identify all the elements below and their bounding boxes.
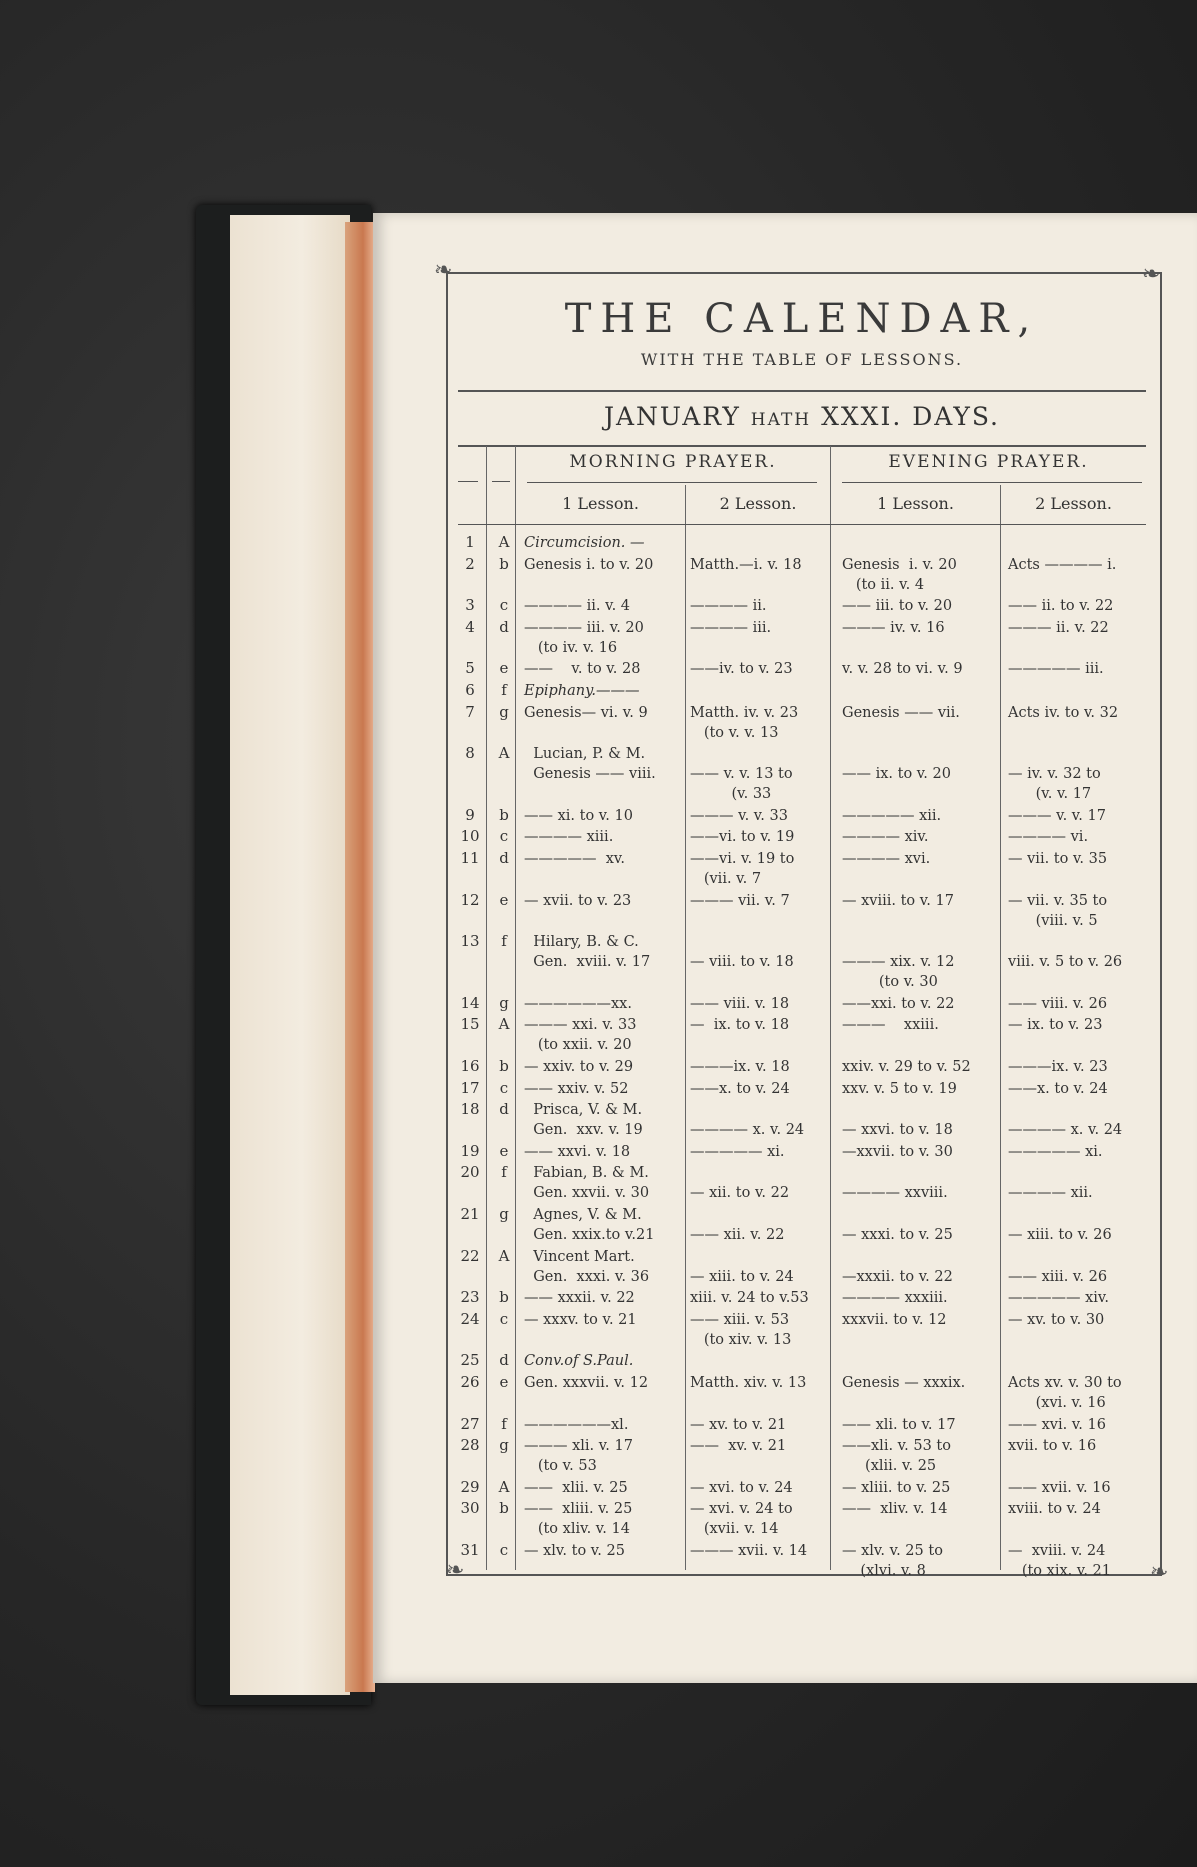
morning-second-lesson-cell: — xvi. v. 24 to (xvii. v. 14: [690, 1501, 793, 1538]
dominical-letter: e: [499, 1373, 509, 1391]
morning-first-lesson-cell: Prisca, V. & M. Gen. xxv. v. 19: [533, 1102, 643, 1139]
dominical-letter: c: [499, 596, 509, 615]
morning-second-lesson-cell: ———— iii.: [690, 619, 772, 636]
day-number: 30: [460, 1499, 480, 1518]
morning-first-lesson-cell: Fabian, B. & M. Gen. xxvii. v. 30: [533, 1165, 650, 1202]
morning-second-lesson-cell: ——x. to v. 24: [690, 1080, 790, 1097]
evening-first-lesson-cell: ——xxi. to v. 22: [842, 995, 955, 1012]
month-days: XXXI. DAYS.: [811, 402, 1001, 431]
month-hath: HATH: [750, 410, 812, 430]
ornament-bottom-left-icon: ❧: [446, 1558, 465, 1583]
morning-second-lesson-cell: —— xii. v. 22: [690, 1227, 785, 1243]
dominical-letter: f: [501, 1414, 507, 1433]
dominical-letter: c: [499, 1309, 509, 1328]
morning-first-lesson-cell: Agnes, V. & M. Gen. xxix.to v.21: [533, 1207, 655, 1243]
morning-second-lesson-cell: ——— v. v. 33: [690, 807, 788, 824]
dominical-letter: d: [499, 849, 509, 867]
divider: [458, 390, 1146, 392]
day-number: 16: [460, 1057, 480, 1075]
morning-first-lesson-cell: —— xxvi. v. 18: [524, 1143, 631, 1160]
day-number: 5: [465, 659, 475, 678]
morning-second-lesson-cell: ——— xvii. v. 14: [690, 1543, 808, 1559]
evening-second-lesson-cell: viii. v. 5 to v. 26: [1008, 954, 1123, 971]
evening-second-lesson-cell: — xv. to v. 30: [1008, 1311, 1105, 1328]
evening-first-lesson-cell: Genesis — xxxix.: [842, 1375, 966, 1391]
morning-first-lesson-cell: Lucian, P. & M. Genesis —— viii.: [533, 746, 656, 783]
day-number: 21: [460, 1205, 480, 1223]
evening-second-lesson-cell: xvii. to v. 16: [1008, 1438, 1097, 1455]
evening-first-lesson-cell: —xxvii. to v. 30: [842, 1143, 953, 1160]
morning-first-lesson-cell: —— xxiv. v. 52: [524, 1080, 629, 1097]
evening-second-lesson-cell: ————— xiv.: [1008, 1290, 1110, 1307]
day-number: 10: [460, 827, 480, 846]
morning-second-lesson-cell: ——vi. to v. 19: [690, 829, 795, 846]
morning-second-lesson-cell: xiii. v. 24 to v.53: [690, 1290, 809, 1307]
day-number: 1: [465, 533, 475, 551]
evening-first-lesson-cell: v. v. 28 to vi. v. 9: [842, 661, 963, 678]
evening-second-lesson-cell: — xviii. v. 24 (to xix. v. 21: [1008, 1543, 1112, 1579]
morning-second-lesson-cell: ——iv. to v. 23: [690, 661, 793, 678]
morning-first-lesson-cell: ——————xx.: [524, 995, 632, 1012]
evening-second-lesson-cell: ——x. to v. 24: [1008, 1080, 1108, 1097]
dominical-letter: e: [499, 659, 509, 678]
evening-first-lesson-cell: ——— xix. v. 12 (to v. 30: [842, 954, 955, 991]
morning-first-lesson-cell: Epiphany.———: [524, 683, 640, 699]
evening-second-lesson-cell: ——— ii. v. 22: [1008, 619, 1109, 636]
dominical-letter: g: [499, 1205, 509, 1223]
evening-second-lesson-cell: —— viii. v. 26: [1008, 995, 1108, 1012]
morning-first-lesson-cell: ——————xl.: [524, 1416, 629, 1433]
day-number: 22: [460, 1246, 480, 1265]
divider: [458, 524, 1146, 525]
column-rule: [486, 446, 487, 1570]
evening-first-lesson-cell: ——— xxiii.: [842, 1017, 939, 1034]
morning-second-lesson-cell: —— viii. v. 18: [690, 995, 790, 1012]
evening-first-lesson-cell: xxiv. v. 29 to v. 52: [842, 1059, 971, 1075]
evening-second-lesson-cell: — ix. to v. 23: [1008, 1017, 1103, 1034]
evening-first-lesson-cell: Genesis —— vii.: [842, 704, 960, 721]
column-rule: [830, 446, 831, 1570]
evening-first-lesson-cell: xxxvii. to v. 12: [842, 1311, 947, 1328]
column-rule: [685, 485, 686, 1570]
page-subtitle: WITH THE TABLE OF LESSONS.: [640, 350, 964, 369]
morning-first-lesson-cell: ——— xli. v. 17 (to v. 53: [524, 1438, 633, 1475]
morning-second-lesson-cell: — xiii. to v. 24: [690, 1268, 794, 1285]
dominical-letter: A: [498, 1246, 510, 1265]
evening-first-lesson-cell: ———— xxxiii.: [842, 1290, 948, 1307]
divider: [492, 481, 510, 482]
evening-second-lesson-cell: —— ii. to v. 22: [1008, 598, 1114, 615]
month-name: JANUARY: [603, 402, 751, 431]
morning-first-lesson-cell: —— xi. to v. 10: [524, 807, 633, 824]
morning-second-lesson-cell: ———— ii.: [690, 598, 767, 615]
morning-prayer-header: MORNING PRAYER.: [569, 452, 777, 472]
morning-first-lesson-cell: Circumcision. —: [524, 535, 645, 551]
month-heading: [446, 402, 1158, 431]
day-number: 8: [465, 744, 475, 763]
morning-first-lesson-cell: —— xlii. v. 25: [524, 1479, 628, 1496]
divider: [842, 482, 1142, 483]
dominical-letter: g: [499, 993, 509, 1012]
evening-second-lesson-cell: —— xvi. v. 16: [1008, 1416, 1106, 1433]
morning-second-lesson-cell: — ix. to v. 18: [690, 1017, 790, 1034]
morning-second-lesson-cell: ————— xi.: [690, 1143, 785, 1160]
divider: [458, 481, 478, 482]
day-number: 9: [465, 805, 475, 824]
morning-first-lesson-cell: Conv.of S.Paul.: [524, 1353, 634, 1370]
evening-second-lesson-cell: —— xiii. v. 26: [1008, 1268, 1108, 1285]
evening-first-lesson-cell: ——xli. v. 53 to (xlii. v. 25: [842, 1438, 951, 1475]
ornament-top-left-icon: ❧: [434, 258, 453, 283]
morning-first-lesson-cell: ———— ii. v. 4: [524, 598, 631, 615]
morning-first-lesson-cell: —— xxxii. v. 22: [524, 1290, 635, 1307]
dominical-letter: b: [499, 1499, 509, 1518]
column-rule: [1000, 485, 1001, 1570]
evening-second-lesson-cell: ———ix. v. 23: [1008, 1059, 1108, 1075]
day-number: 4: [465, 617, 475, 636]
dominical-letter: d: [499, 1100, 509, 1119]
morning-second-lesson-cell: ——vi. v. 19 to (vii. v. 7: [690, 851, 795, 887]
morning-second-lesson-cell: — viii. to v. 18: [690, 954, 794, 971]
morning-first-lesson-cell: Vincent Mart. Gen. xxxi. v. 36: [533, 1248, 650, 1285]
morning-second-lesson-cell: ———ix. v. 18: [690, 1059, 790, 1075]
morning-first-lesson-cell: ——— xxi. v. 33 (to xxii. v. 20: [524, 1017, 637, 1054]
evening-first-lesson-cell: —— iii. to v. 20: [842, 598, 953, 615]
evening-first-lesson-cell: ————— xii.: [842, 807, 942, 824]
dominical-letter: A: [498, 1477, 510, 1496]
dominical-letter: d: [499, 1351, 509, 1370]
morning-first-lesson-header: 1 Lesson.: [562, 494, 639, 513]
evening-first-lesson-cell: xxv. v. 5 to v. 19: [842, 1080, 957, 1097]
dominical-letter: f: [501, 932, 507, 951]
dominical-letter: A: [498, 1015, 510, 1034]
evening-second-lesson-cell: — vii. to v. 35: [1008, 851, 1108, 867]
day-number: 23: [460, 1288, 480, 1307]
evening-second-lesson-cell: Acts xv. v. 30 to (xvi. v. 16: [1008, 1375, 1122, 1411]
evening-first-lesson-cell: —— xli. to v. 17: [842, 1416, 956, 1433]
morning-second-lesson-cell: — xv. to v. 21: [690, 1416, 787, 1433]
evening-second-lesson-cell: xviii. to v. 24: [1008, 1501, 1101, 1518]
day-number: 29: [460, 1477, 480, 1496]
day-number: 3: [465, 596, 475, 615]
morning-second-lesson-cell: — xvi. to v. 24: [690, 1479, 793, 1496]
morning-second-lesson-cell: —— xiii. v. 53 (to xiv. v. 13: [690, 1311, 792, 1348]
evening-prayer-header: EVENING PRAYER.: [888, 452, 1089, 472]
evening-first-lesson-cell: —— xliv. v. 14: [842, 1501, 948, 1518]
morning-first-lesson-cell: ————— xv.: [524, 851, 625, 867]
dominical-letter: d: [499, 617, 509, 636]
day-number: 26: [460, 1373, 480, 1391]
divider: [458, 445, 1146, 447]
morning-first-lesson-cell: —— v. to v. 28: [524, 661, 641, 678]
dominical-letter: e: [499, 1141, 509, 1160]
dominical-letter: g: [499, 1436, 509, 1455]
day-number: 24: [460, 1309, 480, 1328]
dominical-letter: e: [499, 890, 509, 909]
day-number: 31: [460, 1541, 480, 1559]
page-edges: [345, 222, 375, 1692]
dominical-letter: A: [498, 533, 510, 551]
morning-first-lesson-cell: Hilary, B. & C. Gen. xviii. v. 17: [533, 934, 651, 971]
page-title: THE CALENDAR,: [564, 296, 1040, 342]
dominical-letter: c: [499, 827, 509, 846]
evening-first-lesson-cell: —— ix. to v. 20: [842, 766, 951, 783]
evening-second-lesson-cell: — iv. v. 32 to (v. v. 17: [1008, 766, 1101, 803]
dominical-letter: f: [501, 1163, 507, 1182]
evening-first-lesson-cell: — xliii. to v. 25: [842, 1479, 951, 1496]
day-number: 18: [460, 1100, 480, 1119]
day-number: 15: [460, 1015, 480, 1034]
morning-second-lesson-cell: ——— vii. v. 7: [690, 892, 790, 909]
dominical-letter: f: [501, 681, 507, 699]
evening-second-lesson-cell: — vii. v. 35 to (viii. v. 5: [1008, 892, 1108, 929]
evening-first-lesson-cell: — xlv. v. 25 to (xlvi. v. 8: [842, 1543, 943, 1579]
evening-second-lesson-cell: ———— vi.: [1008, 829, 1089, 846]
day-number: 19: [460, 1141, 480, 1160]
morning-first-lesson-cell: Gen. xxxvii. v. 12: [524, 1375, 649, 1391]
dominical-letter: b: [499, 554, 509, 573]
day-number: 7: [465, 702, 475, 721]
morning-first-lesson-cell: —— xliii. v. 25 (to xliv. v. 14: [524, 1501, 633, 1538]
dominical-letter: A: [498, 744, 510, 763]
evening-first-lesson-cell: —xxxii. to v. 22: [842, 1268, 953, 1285]
dominical-letter: g: [499, 702, 509, 721]
evening-first-lesson-cell: ———— xiv.: [842, 829, 929, 846]
book-endpaper: [230, 215, 350, 1695]
day-number: 2: [465, 554, 475, 573]
ornament-top-right-icon: ❧: [1142, 262, 1161, 287]
evening-first-lesson-cell: — xxvi. to v. 18: [842, 1122, 953, 1139]
morning-first-lesson-cell: — xlv. to v. 25: [524, 1543, 625, 1559]
evening-first-lesson-cell: — xviii. to v. 17: [842, 892, 954, 909]
evening-first-lesson-header: 1 Lesson.: [877, 494, 954, 513]
day-number: 27: [460, 1414, 480, 1433]
morning-second-lesson-cell: —— xv. v. 21: [690, 1438, 787, 1455]
divider: [527, 482, 817, 483]
evening-second-lesson-cell: Acts iv. to v. 32: [1008, 704, 1119, 721]
day-number: 14: [460, 993, 480, 1012]
evening-first-lesson-cell: ——— iv. v. 16: [842, 619, 945, 636]
morning-second-lesson-cell: Matth.—i. v. 18: [690, 556, 802, 573]
morning-second-lesson-header: 2 Lesson.: [719, 494, 797, 513]
dominical-letter: c: [499, 1541, 509, 1559]
evening-second-lesson-cell: Acts ———— i.: [1008, 556, 1117, 573]
dominical-letter: b: [499, 805, 509, 824]
evening-first-lesson-cell: — xxxi. to v. 25: [842, 1227, 953, 1243]
day-number: 11: [460, 849, 480, 867]
evening-second-lesson-cell: ——— v. v. 17: [1008, 807, 1106, 824]
day-number: 28: [460, 1436, 480, 1455]
morning-first-lesson-cell: Genesis i. to v. 20: [524, 556, 654, 573]
morning-second-lesson-cell: ———— x. v. 24: [690, 1122, 805, 1139]
day-number: 12: [460, 890, 480, 909]
morning-first-lesson-cell: ———— iii. v. 20 (to iv. v. 16: [524, 619, 644, 656]
day-number: 25: [460, 1351, 480, 1370]
evening-first-lesson-cell: Genesis i. v. 20 (to ii. v. 4: [842, 556, 957, 593]
ornament-bottom-right-icon: ❧: [1150, 1560, 1169, 1585]
morning-second-lesson-cell: — xii. to v. 22: [690, 1185, 790, 1202]
evening-second-lesson-cell: ————— xi.: [1008, 1143, 1103, 1160]
morning-second-lesson-cell: Matth. iv. v. 23 (to v. v. 13: [690, 704, 799, 741]
morning-first-lesson-cell: — xxxv. to v. 21: [524, 1311, 637, 1328]
evening-second-lesson-cell: — xiii. to v. 26: [1008, 1227, 1112, 1243]
evening-second-lesson-header: 2 Lesson.: [1035, 494, 1112, 513]
dominical-letter: c: [499, 1078, 509, 1097]
morning-first-lesson-cell: — xxiv. to v. 29: [524, 1059, 634, 1075]
evening-second-lesson-cell: ————— iii.: [1008, 661, 1104, 678]
evening-second-lesson-cell: —— xvii. v. 16: [1008, 1479, 1111, 1496]
dominical-letter: b: [499, 1288, 509, 1307]
evening-second-lesson-cell: ———— x. v. 24: [1008, 1122, 1123, 1139]
day-number: 17: [460, 1078, 480, 1097]
day-number: 13: [460, 932, 480, 951]
evening-second-lesson-cell: ———— xii.: [1008, 1185, 1093, 1202]
morning-first-lesson-cell: ———— xiii.: [524, 829, 614, 846]
day-number: 6: [465, 681, 475, 699]
morning-first-lesson-cell: Genesis— vi. v. 9: [524, 704, 648, 721]
day-number: 20: [460, 1163, 480, 1182]
dominical-letter: b: [499, 1057, 509, 1075]
morning-first-lesson-cell: — xvii. to v. 23: [524, 892, 632, 909]
evening-first-lesson-cell: ———— xxviii.: [842, 1185, 948, 1202]
morning-second-lesson-cell: —— v. v. 13 to (v. 33: [690, 766, 793, 803]
morning-second-lesson-cell: Matth. xiv. v. 13: [690, 1375, 807, 1391]
evening-first-lesson-cell: ———— xvi.: [842, 851, 931, 867]
